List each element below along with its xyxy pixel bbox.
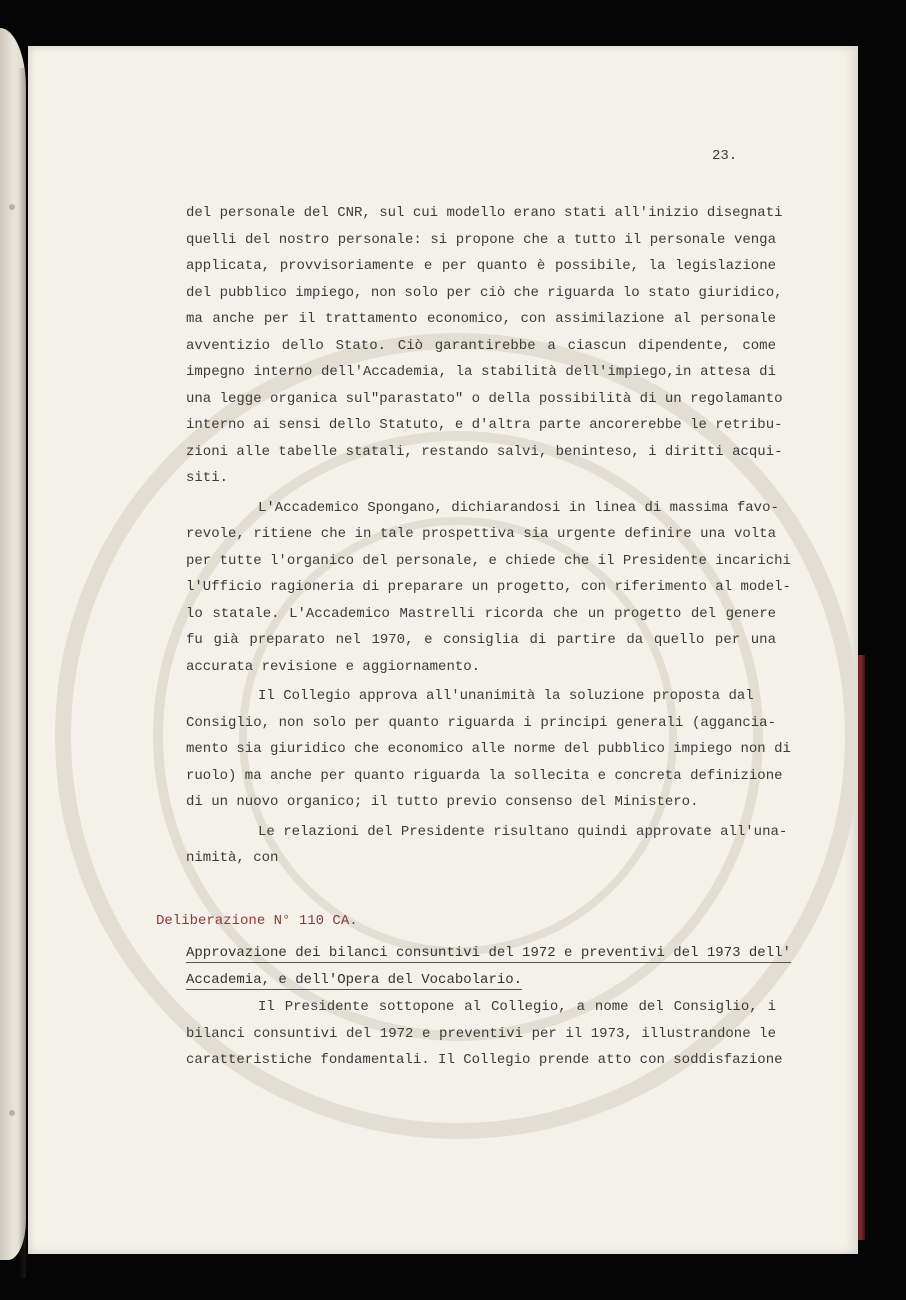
page-number: 23.: [712, 148, 738, 164]
binding-hole: [9, 1110, 15, 1116]
previous-page-shadow: [18, 68, 26, 1278]
text-line: revole, ritiene che in tale prospettiva sia urgente definire una volta: [186, 526, 776, 542]
body-text-bottom: [186, 994, 783, 1074]
text-line: l'Ufficio ragioneria di preparare un progetto, con riferimento al model-: [186, 579, 791, 595]
body-text-top: [186, 200, 791, 872]
section-title-line: Accademia, e dell'Opera del Vocabolario.: [186, 972, 523, 988]
text-line: ma anche per il trattamento economico, con assimilazione al personale: [186, 311, 776, 327]
text-line: impegno interno dell'Accademia, la stabilità dell'impiego,in attesa di: [186, 364, 776, 380]
text-line: interno ai sensi dello Statuto, e d'altra parte ancorerebbe le retribu-: [186, 417, 783, 433]
section-title-line: Approvazione dei bilanci consuntivi del 1972 e preventivi del 1973 dell': [186, 945, 791, 961]
text-line: per tutte l'organico del personale, e chiede che il Presidente incarichi: [186, 552, 791, 569]
text-line: del pubblico impiego, non solo per ciò che riguarda lo stato giuridico,: [186, 284, 783, 301]
text-line: bilanci consuntivi del 1972 e preventivi per il 1973, illustrandone le: [186, 1025, 776, 1042]
previous-page-edge: [0, 28, 26, 1260]
text-line: siti.: [186, 470, 229, 486]
text-line: lo statale. L'Accademico Mastrelli ricorda che un progetto del genere: [186, 605, 776, 622]
text-line: zioni alle tabelle statali, restando salvi, beninteso, i diritti acqui-: [186, 443, 783, 460]
text-line: fu già preparato nel 1970, e consiglia di partire da quello per una: [186, 632, 776, 648]
text-line: caratteristiche fondamentali. Il Collegio prende atto con soddisfazione: [186, 1052, 783, 1068]
text-line: quelli del nostro personale: si propone che a tutto il personale venga: [186, 231, 776, 248]
text-line: nimità, con: [186, 850, 279, 866]
text-line: L'Accademico Spongano, dichiarandosi in linea di massima favo-: [258, 499, 779, 516]
text-line: Consiglio, non solo per quanto riguarda i principi generali (aggancia-: [186, 714, 776, 731]
deliberation-number: Deliberazione N° 110 CA.: [156, 913, 358, 929]
text-line: del personale del CNR, sul cui modello erano stati all'inizio disegnati: [186, 205, 783, 221]
text-line: accurata revisione e aggiornamento.: [186, 658, 481, 675]
document-page: [28, 46, 858, 1254]
text-line: avventizio dello Stato. Ciò garantirebbe a ciascun dipendente, come: [186, 337, 776, 354]
text-line: di un nuovo organico; il tutto previo consenso del Ministero.: [186, 794, 699, 810]
text-line: una legge organica sul"parastato" o della possibilità di un regolamanto: [186, 390, 783, 407]
binding-hole: [9, 204, 15, 210]
text-line: Le relazioni del Presidente risultano quindi approvate all'una-: [258, 823, 788, 840]
text-line: Il Presidente sottopone al Collegio, a nome del Consiglio, i: [258, 999, 776, 1015]
text-line: ruolo) ma anche per quanto riguarda la sollecita e concreta definizione: [186, 767, 783, 784]
text-line: applicata, provvisoriamente e per quanto è possibile, la legislazione: [186, 258, 776, 274]
section-title: [186, 940, 791, 994]
text-line: mento sia giuridico che economico alle norme del pubblico impiego non di: [186, 741, 791, 757]
text-line: Il Collegio approva all'unanimità la soluzione proposta dal: [258, 688, 754, 704]
